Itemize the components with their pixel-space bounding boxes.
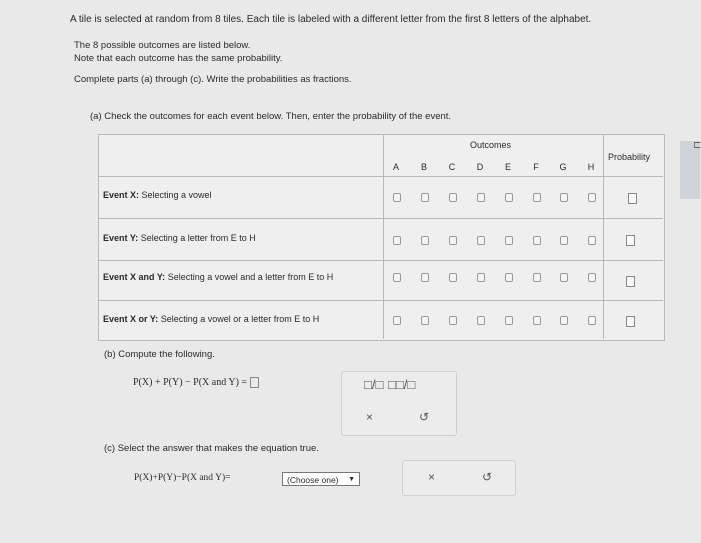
part-b-answer-input[interactable] — [250, 377, 259, 388]
event-x-label: Event X: Selecting a vowel — [103, 190, 212, 200]
checkbox-x-or-y-d[interactable] — [477, 316, 485, 325]
chevron-down-icon: ▼ — [348, 476, 355, 483]
checkbox-x-and-y-a[interactable] — [393, 273, 401, 282]
table-divider — [98, 218, 663, 219]
checkbox-x-or-y-g[interactable] — [560, 316, 568, 325]
checkbox-y-f[interactable] — [533, 236, 541, 245]
probability-input-y[interactable] — [626, 235, 635, 246]
checkbox-x-b[interactable] — [421, 193, 429, 202]
column-header-h: H — [587, 162, 595, 172]
column-header-e: E — [504, 162, 511, 172]
checkbox-y-b[interactable] — [421, 236, 429, 245]
event-x-or-y-label: Event X or Y: Selecting a vowel or a letter from E to H — [103, 314, 320, 324]
probability-input-x-and-y[interactable] — [626, 276, 635, 287]
table-divider — [98, 260, 663, 261]
column-header-b: B — [420, 162, 427, 172]
checkbox-x-or-y-h[interactable] — [588, 316, 596, 325]
checkbox-x-d[interactable] — [477, 193, 485, 202]
table-divider — [383, 134, 384, 339]
checkbox-y-d[interactable] — [477, 236, 485, 245]
checkbox-x-f[interactable] — [533, 193, 541, 202]
checkbox-x-and-y-e[interactable] — [505, 273, 513, 282]
undo-icon[interactable]: ↺ — [419, 410, 430, 424]
checkbox-x-or-y-b[interactable] — [421, 316, 429, 325]
fraction-button[interactable]: □/□ — [364, 377, 384, 392]
event-x-and-y-label: Event X and Y: Selecting a vowel and a letter from E to H — [103, 272, 334, 282]
checkbox-x-or-y-c[interactable] — [449, 316, 457, 325]
checkbox-x-c[interactable] — [449, 193, 457, 202]
checkbox-x-and-y-f[interactable] — [533, 273, 541, 282]
column-header-c: C — [448, 162, 456, 172]
side-panel-icon: ⊏ — [693, 140, 701, 151]
probability-input-x[interactable] — [628, 193, 637, 204]
checkbox-x-e[interactable] — [505, 193, 513, 202]
checkbox-x-or-y-e[interactable] — [505, 316, 513, 325]
checkbox-x-and-y-b[interactable] — [421, 273, 429, 282]
answer-toolbar — [402, 460, 516, 496]
table-divider — [98, 176, 663, 177]
outcomes-header: Outcomes — [470, 140, 512, 150]
dropdown-value: (Choose one) — [287, 475, 339, 485]
undo-icon[interactable]: ↺ — [482, 470, 493, 484]
clear-icon[interactable]: × — [366, 410, 374, 424]
checkbox-x-g[interactable] — [560, 193, 568, 202]
checkbox-x-and-y-g[interactable] — [560, 273, 568, 282]
column-header-d: D — [476, 162, 484, 172]
part-b-prompt: (b) Compute the following. — [104, 349, 215, 360]
outcomes-note: The 8 possible outcomes are listed below. — [74, 40, 251, 51]
checkbox-x-h[interactable] — [588, 193, 596, 202]
column-header-f: F — [533, 162, 539, 172]
probability-header: Probability — [608, 152, 651, 162]
checkbox-y-g[interactable] — [560, 236, 568, 245]
checkbox-x-a[interactable] — [393, 193, 401, 202]
checkbox-y-c[interactable] — [449, 236, 457, 245]
table-divider — [603, 134, 604, 339]
column-header-a: A — [392, 162, 399, 172]
probability-input-x-or-y[interactable] — [626, 316, 635, 327]
probability-note: Note that each outcome has the same probability. — [74, 53, 283, 64]
checkbox-x-and-y-h[interactable] — [588, 273, 596, 282]
checkbox-y-e[interactable] — [505, 236, 513, 245]
part-b-formula: P(X) + P(Y) − P(X and Y) = — [133, 377, 259, 388]
checkbox-y-h[interactable] — [588, 236, 596, 245]
checkbox-x-and-y-c[interactable] — [449, 273, 457, 282]
instructions: Complete parts (a) through (c). Write the probabilities as fractions. — [74, 74, 352, 85]
intro-text: A tile is selected at random from 8 tiles. Each tile is labeled with a different letter from the first 8 letters of the alphabet. — [70, 14, 592, 25]
mixed-number-button[interactable]: □□/□ — [388, 377, 416, 392]
part-c-prompt: (c) Select the answer that makes the equation true. — [104, 443, 319, 454]
column-header-g: G — [559, 162, 567, 172]
clear-icon[interactable]: × — [428, 470, 436, 484]
checkbox-x-or-y-a[interactable] — [393, 316, 401, 325]
checkbox-x-and-y-d[interactable] — [477, 273, 485, 282]
event-y-label: Event Y: Selecting a letter from E to H — [103, 233, 256, 243]
part-a-prompt: (a) Check the outcomes for each event below. Then, enter the probability of the event. — [90, 111, 452, 122]
part-c-formula: P(X)+P(Y)−P(X and Y)= — [134, 473, 231, 483]
checkbox-y-a[interactable] — [393, 236, 401, 245]
table-divider — [98, 300, 663, 301]
answer-dropdown[interactable] — [282, 472, 360, 486]
checkbox-x-or-y-f[interactable] — [533, 316, 541, 325]
